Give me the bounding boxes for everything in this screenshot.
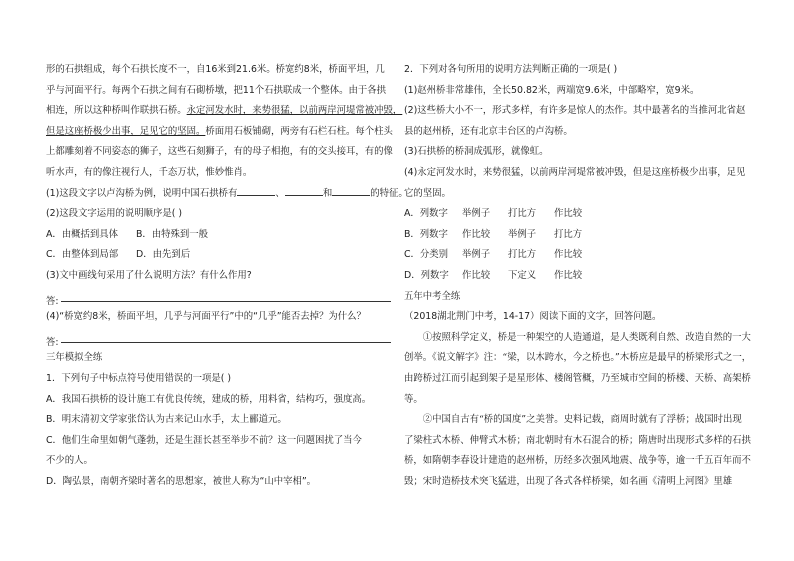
option-a[interactable]: A．我国石拱桥的设计施工有优良传统，建成的桥，用料省，结构巧，强度高。 (46, 393, 372, 405)
statement-2-continued: 县的赵州桥，还有北京丰台区的卢沟桥。 (404, 125, 573, 137)
answer-line[interactable]: 答: (46, 328, 391, 349)
statement-3: (3)石拱桥的桥洞成弧形，就像虹。 (404, 146, 549, 158)
statement-4-continued: 它的坚固。 (404, 187, 451, 199)
reading-paragraph-1: ①按照科学定义，桥是一种架空的人造通道，是人类既利自然、改造自然的一大 (404, 331, 751, 343)
option-b[interactable]: B．由特殊到一般 (136, 228, 209, 240)
reading-intro: （2018湖北荆门中考，14-17）阅读下面的文字，回答问题。 (404, 311, 662, 323)
left-column (46, 60, 408, 492)
passage-line: 相连，所以这种桥叫作联拱石桥。永定河发水时，来势很猛，以前两岸河堤常被冲毁， (46, 105, 403, 117)
mock-question-1: 1．下列句子中标点符号使用错误的一项是( ) (46, 372, 232, 384)
section-title: 三年模拟全练 (46, 352, 103, 364)
question-1: (1)这段文字以卢沟桥为例，说明中国石拱桥有 、 和 的特征。 (46, 187, 408, 199)
option-c[interactable]: C．由整体到局部 (46, 249, 119, 261)
option-d[interactable]: D．由先到后 (136, 249, 191, 261)
answer-blank[interactable] (332, 186, 370, 196)
passage-line: 乎与河面平行。每两个石拱之间有石砌桥墩，把11个石拱联成一个整体。由于各拱 (46, 84, 387, 96)
reading-paragraph-1: 创举。《说文解字》注：“梁，以木跨水，今之桥也。”木桥应是最早的桥梁形式之一， (404, 352, 752, 364)
option-d[interactable]: D．列数字 作比较 下定义 作比较 (404, 269, 583, 281)
right-column (404, 60, 754, 492)
question-3: (3)文中画线句采用了什么说明方法？有什么作用? (46, 269, 252, 281)
section-title: 五年中考全练 (404, 290, 461, 302)
passage-line: 上都雕刻着不同姿态的狮子，这些石刻狮子，有的母子相抱，有的交头接耳，有的像 (46, 146, 393, 158)
question-2-options (46, 245, 391, 266)
question-2: 2．下列对各句所用的说明方法判断正确的一项是( ) (404, 64, 618, 75)
option-d[interactable]: D．陶弘景，南朝齐梁时著名的思想家，被世人称为“山中宰相”。 (46, 475, 317, 487)
answer-blank[interactable] (237, 186, 275, 196)
answer-line[interactable]: 答: (46, 287, 391, 308)
underlined-sentence: 但是这座桥极少出事，足见它的坚固。 (46, 125, 206, 137)
question-2-options (46, 225, 391, 246)
reading-paragraph-1: 等。 (404, 393, 423, 405)
passage-line: 形的石拱组成，每个石拱长度不一，自16米到21.6米。桥宽约8米，桥面平坦，几 (46, 64, 385, 75)
option-a[interactable]: A．列数字 举例子 打比方 作比较 (404, 208, 583, 220)
option-c-continued: 不少的人。 (46, 455, 93, 467)
reading-paragraph-2: ②中国自古有“桥的国度”之美誉。史料记载，商周时就有了浮桥；战国时出现 (404, 414, 742, 426)
option-c[interactable]: C．他们生命里如朝气蓬勃，还是生涯长甚至举步不前？这一问题困扰了当今 (46, 434, 362, 446)
question-2: (2)这段文字运用的说明顺序是( ) (46, 208, 183, 220)
passage-line: 但是这座桥极少出事，足见它的坚固。桥面用石板铺砌，两旁有石栏石柱。每个柱头 (46, 125, 393, 137)
option-b[interactable]: B．列数字 作比较 举例子 打比方 (404, 228, 583, 240)
option-a[interactable]: A．由概括到具体 (46, 228, 119, 240)
statement-4: (4)永定河发水时，来势很猛，以前两岸河堤常被冲毁，但是这座桥极少出事，足见 (404, 166, 746, 178)
reading-paragraph-2: 桥，如隋朝李春设计建造的赵州桥，历经多次强风地震、战争等，逾一千五百年而不 (404, 455, 751, 467)
reading-paragraph-2: 了梁柱式木桥、伸臂式木桥；南北朝时有木石混合的桥；隋唐时出现形式多样的石拱 (404, 434, 751, 446)
option-c[interactable]: C．分类别 举例子 打比方 作比较 (404, 249, 583, 261)
reading-paragraph-2: 毁；宋时造桥技术突飞猛进，出现了各式各样桥梁，如名画《清明上河图》里雄 (404, 475, 733, 487)
question-4: (4)“桥宽约8米，桥面平坦，几乎与河面平行”中的“几乎”能否去掉？为什么？ (46, 311, 366, 323)
statement-1: (1)赵州桥非常雄伟，全长50.82米，两端宽9.6米，中部略窄，宽9米。 (404, 84, 700, 96)
underlined-sentence: 永定河发水时，来势很猛，以前两岸河堤常被冲毁， (186, 105, 403, 117)
answer-blank[interactable] (285, 186, 323, 196)
statement-2: (2)这些桥大小不一，形式多样，有许多是惊人的杰作。其中最著名的当推河北省赵 (404, 105, 746, 117)
passage-line: 听水声，有的像注视行人，千态万状，惟妙惟肖。 (46, 166, 253, 178)
reading-paragraph-1: 由跨桥过江而引起到架子是星形体、楼阁管概，乃至城市空间的桥楼、天桥、高架桥 (404, 372, 751, 384)
option-b[interactable]: B．明末清初文学家张岱认为古来记山水手，太上郦道元。 (46, 414, 287, 426)
